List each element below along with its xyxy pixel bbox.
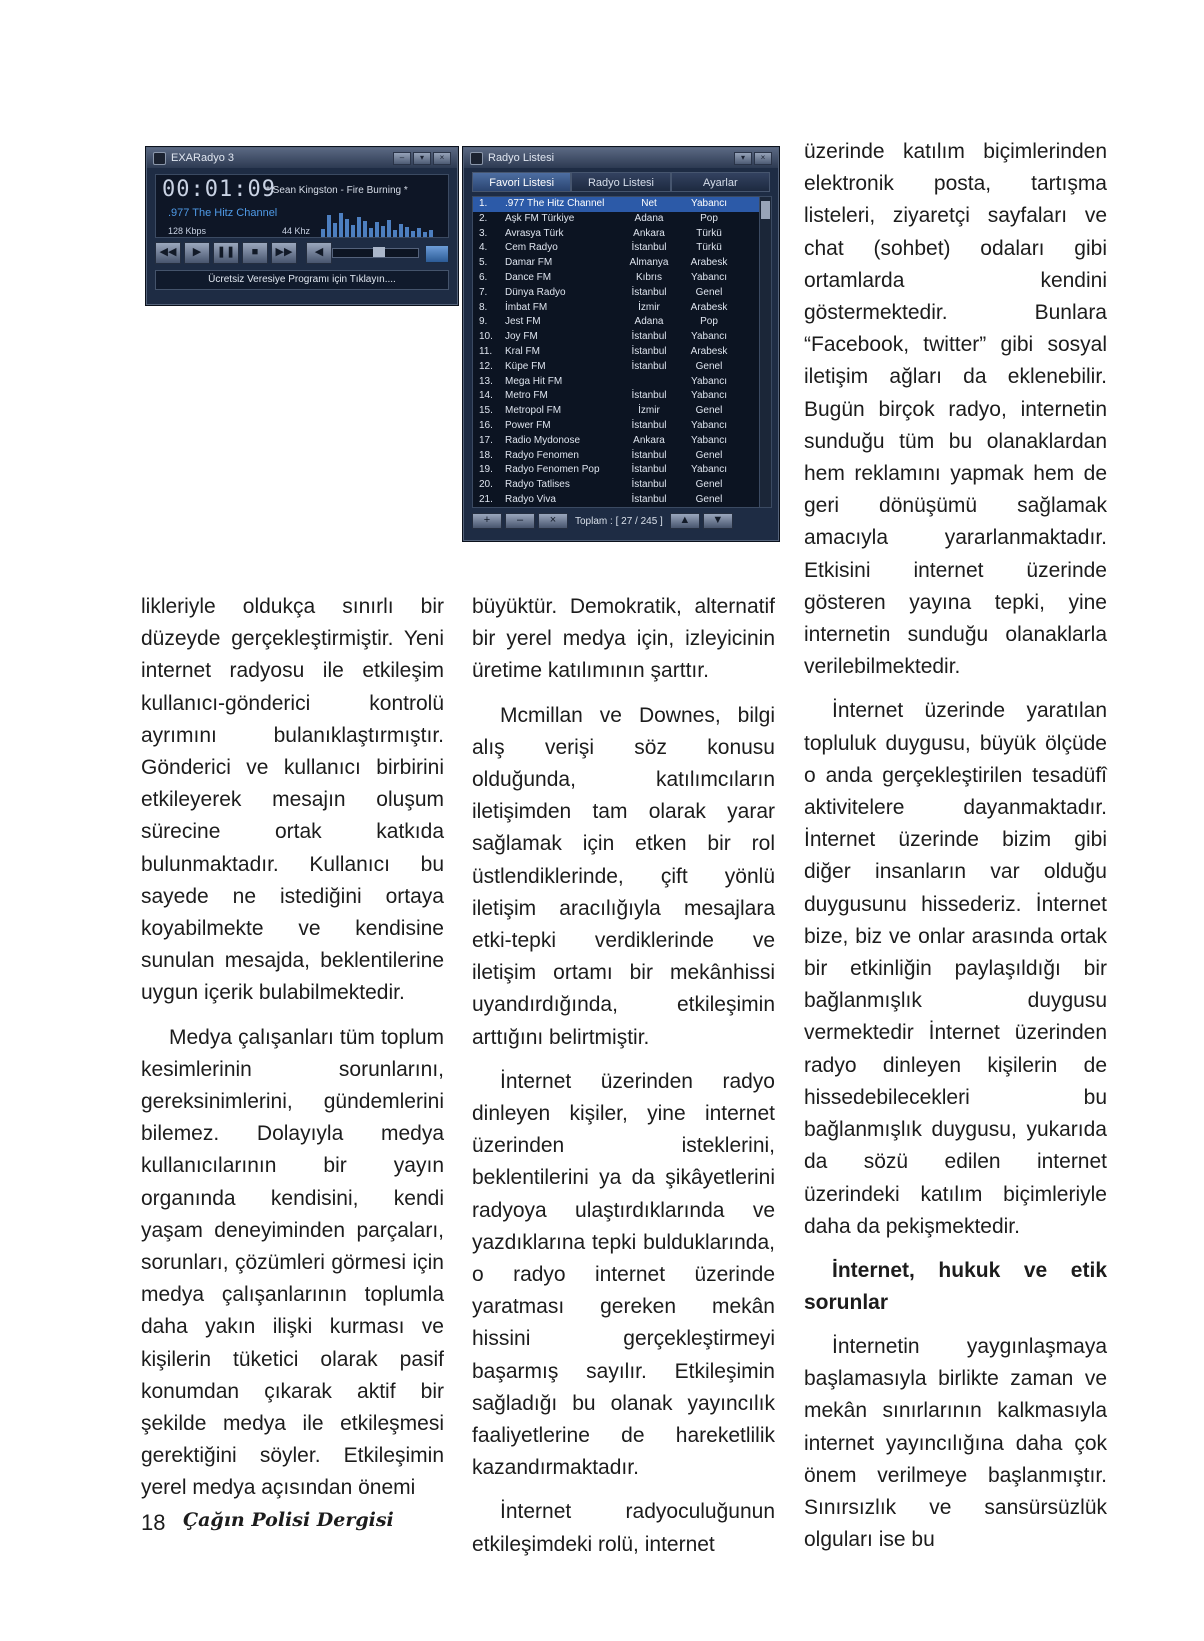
list-scrollbar[interactable] (759, 197, 771, 507)
station-number: 7. (479, 286, 488, 298)
add-station-button[interactable]: + (472, 513, 502, 529)
tab-settings[interactable]: Ayarlar (671, 172, 770, 192)
station-number: 1. (479, 198, 488, 209)
station-name: Damar FM (505, 257, 553, 269)
station-number: 12. (479, 360, 493, 372)
paragraph: üzerinde katılım biçimlerinden elektronik posta, tartışma listeleri, ziyaretçi sayfaları ve chat (sohbet) odaları gibi ortamlarda kendini göstermektedir. Bunlara “Facebook, twitter” gibi sosyal iletişim ağları da eklenebilir. Bugün birçok radyo, internetin sunduğu tüm bu olanaklardan hem reklamını yapmak hem de geri dönüşümü sağlamak amacıyla yararlanmaktadır. Etkisini internet üzerinde gösteren yayına tepki, yine internetin sunduğu olanaklarla verilebilmektedir. (804, 140, 1107, 679)
radio-titlebar (464, 148, 778, 168)
column-left (141, 591, 444, 1517)
station-name: Metro FM (505, 390, 548, 402)
station-genre: Genel (695, 493, 723, 505)
station-number: 5. (479, 257, 488, 269)
station-genre: Yabancı (691, 464, 727, 476)
station-row[interactable] (473, 212, 771, 227)
station-genre: Yabancı (691, 198, 727, 209)
frequency: 44 Khz (282, 226, 311, 236)
forward-button[interactable]: ▶▶ (271, 242, 297, 264)
station-number: 13. (479, 375, 493, 387)
magazine-name: Çağın Polisi Dergisi (183, 1509, 394, 1531)
elapsed-time: 00:01:09 (162, 177, 276, 202)
station-genre: Pop (700, 212, 718, 224)
station-row[interactable] (473, 330, 771, 345)
player-display (155, 174, 449, 238)
rss-icon (470, 152, 483, 165)
close-icon[interactable]: × (433, 152, 451, 165)
station-row[interactable] (473, 345, 771, 360)
pause-button[interactable]: ❚❚ (213, 242, 239, 264)
minimize-icon[interactable]: – (393, 152, 411, 165)
station-city: İstanbul (631, 242, 667, 254)
station-genre: Arabesk (690, 257, 728, 269)
column-right (804, 136, 1107, 1568)
player-titlebar (147, 148, 457, 168)
station-genre: Yabancı (691, 375, 727, 387)
pin-icon[interactable]: ▾ (413, 152, 431, 165)
station-row[interactable] (473, 404, 771, 419)
station-name: Joy FM (505, 331, 538, 343)
station-genre: Genel (695, 360, 723, 372)
station-number: 21. (479, 493, 493, 505)
station-name: .977 The Hitz Channel (505, 198, 605, 209)
tab-favorites[interactable]: Favori Listesi (472, 172, 571, 192)
station-number: 19. (479, 464, 493, 476)
paragraph: Medya çalışanları tüm toplum kesimlerinin sorunlarını, gereksinimlerini, gündemlerini bilemez. Dolayıyla medya kullanıcılarının bir yayın organında kendisini, kendi yaşam deneyiminden parçaları, sorunları, çözümleri görmesi için medya çalışanlarının toplumla daha yakın ilişki kurması ve kişilerin tüketici olarak pasif konumdan çıkarak aktif bir şekilde medya ile etkileşmesi gerektiğini söyler. Etkileşimin yerel medya açısından önemi (141, 1025, 444, 1500)
station-number: 9. (479, 316, 488, 328)
tab-radio-list[interactable]: Radyo Listesi (571, 172, 670, 192)
station-city (619, 375, 679, 390)
player-title: EXARadyo 3 (171, 152, 234, 164)
station-city: Ankara (633, 227, 665, 239)
radio-player-window (146, 147, 458, 305)
station-city: İstanbul (631, 479, 667, 491)
station-city: İstanbul (631, 449, 667, 461)
station-row[interactable] (473, 478, 771, 493)
station-city: İstanbul (631, 331, 667, 343)
move-up-button[interactable]: ▲ (670, 513, 700, 529)
delete-station-button[interactable]: × (538, 513, 568, 529)
station-genre: Arabesk (690, 301, 728, 313)
station-number: 16. (479, 419, 493, 431)
paragraph: Mcmillan ve Downes, bilgi alış verişi söz konusu olduğunda, katılımcıların iletişimden tam olarak yarar sağlamak için etken bir rol üstlendiklerinde, çift yönlü iletişim aracılığıyla mesajlara etki-tepki verdiklerinde ve iletişim ortamı bir mekânhissi uyandırdığında, etkileşimin arttığını belirtmiştir. (472, 703, 775, 1049)
station-name: Avrasya Türk (505, 227, 564, 239)
station-name: Aşk FM Türkiye (505, 212, 575, 224)
list-toolbar (472, 512, 770, 530)
paragraph: İnternetin yaygınlaşmaya başlamasıyla birlikte zaman ve mekân sınırlarının kalkmasıyla internet yayıncılığına daha çok önem verilmeye başlanmıştır. Sınırsızlık ve sansürsüzlük olguları ise bu (804, 1334, 1107, 1552)
station-row[interactable] (473, 315, 771, 330)
station-city: İzmir (638, 405, 660, 417)
paragraph: İnternet üzerinde yaratılan topluluk duygusu, büyük ölçüde o anda gerçekleştirilen tesadüfî aktivitelere dayanmaktadır. İnternet üzerinde bizim gibi diğer insanların var olduğu duygusunu hissederiz. İnternet bize, biz ve onlar arasında ortak bir etkinliğin paylaşıldığı bir bağlanmışlık duygusu vermektedir İnternet üzerinden radyo dinleyen kişilerin de hissedebilecekleri bu bağlanmışlık duygusu, yukarıda da sözü edilen internet üzerindeki katılım biçimleriyle daha da pekişmektedir. (804, 699, 1107, 1238)
station-city: Adana (634, 316, 664, 328)
station-genre: Genel (695, 286, 723, 298)
station-number: 10. (479, 331, 493, 343)
station-name: .977 The Hitz Channel (168, 207, 278, 219)
station-number: 8. (479, 301, 488, 313)
remove-station-button[interactable]: – (505, 513, 535, 529)
promo-link[interactable]: Ücretsiz Veresiye Programı için Tıklayın.... (155, 270, 449, 290)
rss-icon (153, 152, 166, 165)
station-row[interactable] (473, 286, 771, 301)
station-row[interactable] (473, 256, 771, 271)
station-number: 6. (479, 271, 488, 283)
station-row[interactable] (473, 197, 771, 212)
move-down-button[interactable]: ▼ (703, 513, 733, 529)
station-city: İstanbul (631, 360, 667, 372)
station-number: 2. (479, 212, 488, 224)
station-row[interactable] (473, 241, 771, 256)
station-row[interactable] (473, 493, 771, 508)
station-genre: Arabesk (690, 345, 728, 357)
station-name: Cem Radyo (505, 242, 558, 254)
station-genre: Yabancı (691, 271, 727, 283)
station-genre: Yabancı (691, 434, 727, 446)
scroll-thumb[interactable] (761, 201, 770, 219)
station-name: Radyo Fenomen (505, 449, 579, 461)
station-city: İstanbul (631, 345, 667, 357)
station-number: 17. (479, 434, 493, 446)
station-city: Adana (634, 212, 664, 224)
paragraph: İnternet üzerinden radyo dinleyen kişiler, yine internet üzerinden isteklerini, beklentilerini ya da şikâyetlerini radyoya ulaştırdıklarında ve yazdıklarına tepki bulduklarında, o radyo internet üzerinde yaratması gereken mekân hissini gerçekleştirmeyi başarmış sayılır. Etkileşimin sağladığı bu olanak yayıncılık faaliyetlerine de hareketlilik kazandırmaktadır. (472, 1069, 775, 1480)
station-row[interactable] (473, 360, 771, 375)
station-genre: Genel (695, 405, 723, 417)
station-row[interactable] (473, 375, 771, 390)
station-number: 3. (479, 227, 488, 239)
station-city: Kıbrıs (635, 271, 663, 283)
rewind-button[interactable]: ◀◀ (155, 242, 181, 264)
station-city: Net (641, 198, 657, 209)
paragraph: likleriyle oldukça sınırlı bir düzeyde gerçekleştirmiştir. Yeni internet radyosu ile etkileşim kullanıcı-gönderici kontrolü ayrımını bulanıklaştırmıştır. Gönderici ve kullanıcı birbirini etkileyerek mesajın oluşum sürecine ortak katkıda bulunmaktadır. Kullanıcı bu sayede ne istediğini ortaya koyabilmekte ve kendisine sunulan mesajda, beklentilerine uygun içerik bulabilmektedir. (141, 595, 444, 1005)
station-genre: Yabancı (691, 390, 727, 402)
station-genre: Genel (695, 479, 723, 491)
station-city: İstanbul (631, 464, 667, 476)
station-genre: Türkü (696, 242, 722, 254)
stop-button[interactable]: ■ (242, 242, 268, 264)
station-name: Kral FM (505, 345, 540, 357)
station-city: Almanya (629, 257, 669, 269)
station-city: İstanbul (631, 390, 667, 402)
station-city: Ankara (633, 434, 665, 446)
volume-thumb[interactable] (373, 247, 385, 257)
station-genre: Genel (695, 449, 723, 461)
station-name: Radyo Viva (505, 493, 556, 505)
station-number: 14. (479, 390, 493, 402)
station-row[interactable] (473, 463, 771, 478)
play-button[interactable]: ▶ (184, 242, 210, 264)
pin-icon[interactable]: ▾ (734, 152, 752, 165)
station-row[interactable] (473, 227, 771, 242)
section-heading: İnternet, hukuk ve etik sorunlar (804, 1258, 1107, 1314)
paragraph: büyüktür. Demokratik, alternatif bir yerel medya için, izleyicinin üretime katılımının şarttır. (472, 595, 775, 683)
close-icon[interactable]: × (754, 152, 772, 165)
station-name: Radyo Tatlises (505, 479, 570, 491)
song-title: * Sean Kingston - Fire Burning * (266, 185, 408, 196)
station-row[interactable] (473, 389, 771, 404)
column-middle (472, 591, 775, 1573)
station-name: Dünya Radyo (505, 286, 566, 298)
station-genre: Pop (700, 316, 718, 328)
station-list (472, 196, 772, 508)
paragraph: İnternet radyoculuğunun etkileşimdeki rolü, internet (472, 1500, 775, 1556)
station-number: 15. (479, 405, 493, 417)
station-name: Mega Hit FM (505, 375, 563, 387)
station-row[interactable] (473, 449, 771, 464)
station-city: İstanbul (631, 286, 667, 298)
radio-list-window (463, 147, 779, 541)
spectrum-visualizer (321, 211, 441, 237)
station-row[interactable] (473, 419, 771, 434)
radio-title: Radyo Listesi (488, 152, 555, 164)
station-name: İmbat FM (505, 301, 548, 313)
station-number: 18. (479, 449, 493, 461)
station-genre: Yabancı (691, 331, 727, 343)
radio-tabs (472, 172, 770, 192)
speaker-icon[interactable]: ◀ (306, 242, 332, 264)
station-name: Power FM (505, 419, 551, 431)
station-city: İstanbul (631, 419, 667, 431)
station-row[interactable] (473, 301, 771, 316)
station-row[interactable] (473, 434, 771, 449)
station-city: İzmir (638, 301, 660, 313)
page-number: 18 (141, 1510, 166, 1535)
station-number: 4. (479, 242, 488, 254)
station-name: Dance FM (505, 271, 552, 283)
station-name: Metropol FM (505, 405, 562, 417)
transport-controls (155, 242, 332, 264)
bitrate: 128 Kbps (168, 226, 207, 236)
station-city: İstanbul (631, 493, 667, 505)
station-name: Radyo Fenomen Pop (505, 464, 600, 476)
volume-slider[interactable] (332, 248, 419, 258)
station-row[interactable] (473, 271, 771, 286)
station-number: 20. (479, 479, 493, 491)
station-genre: Türkü (696, 227, 722, 239)
playlist-button[interactable] (425, 245, 449, 263)
station-total: Toplam : [ 27 / 245 ] (575, 515, 663, 527)
station-genre: Yabancı (691, 419, 727, 431)
station-name: Jest FM (505, 316, 541, 328)
station-name: Küpe FM (505, 360, 546, 372)
station-name: Radio Mydonose (505, 434, 581, 446)
station-number: 11. (479, 345, 493, 357)
